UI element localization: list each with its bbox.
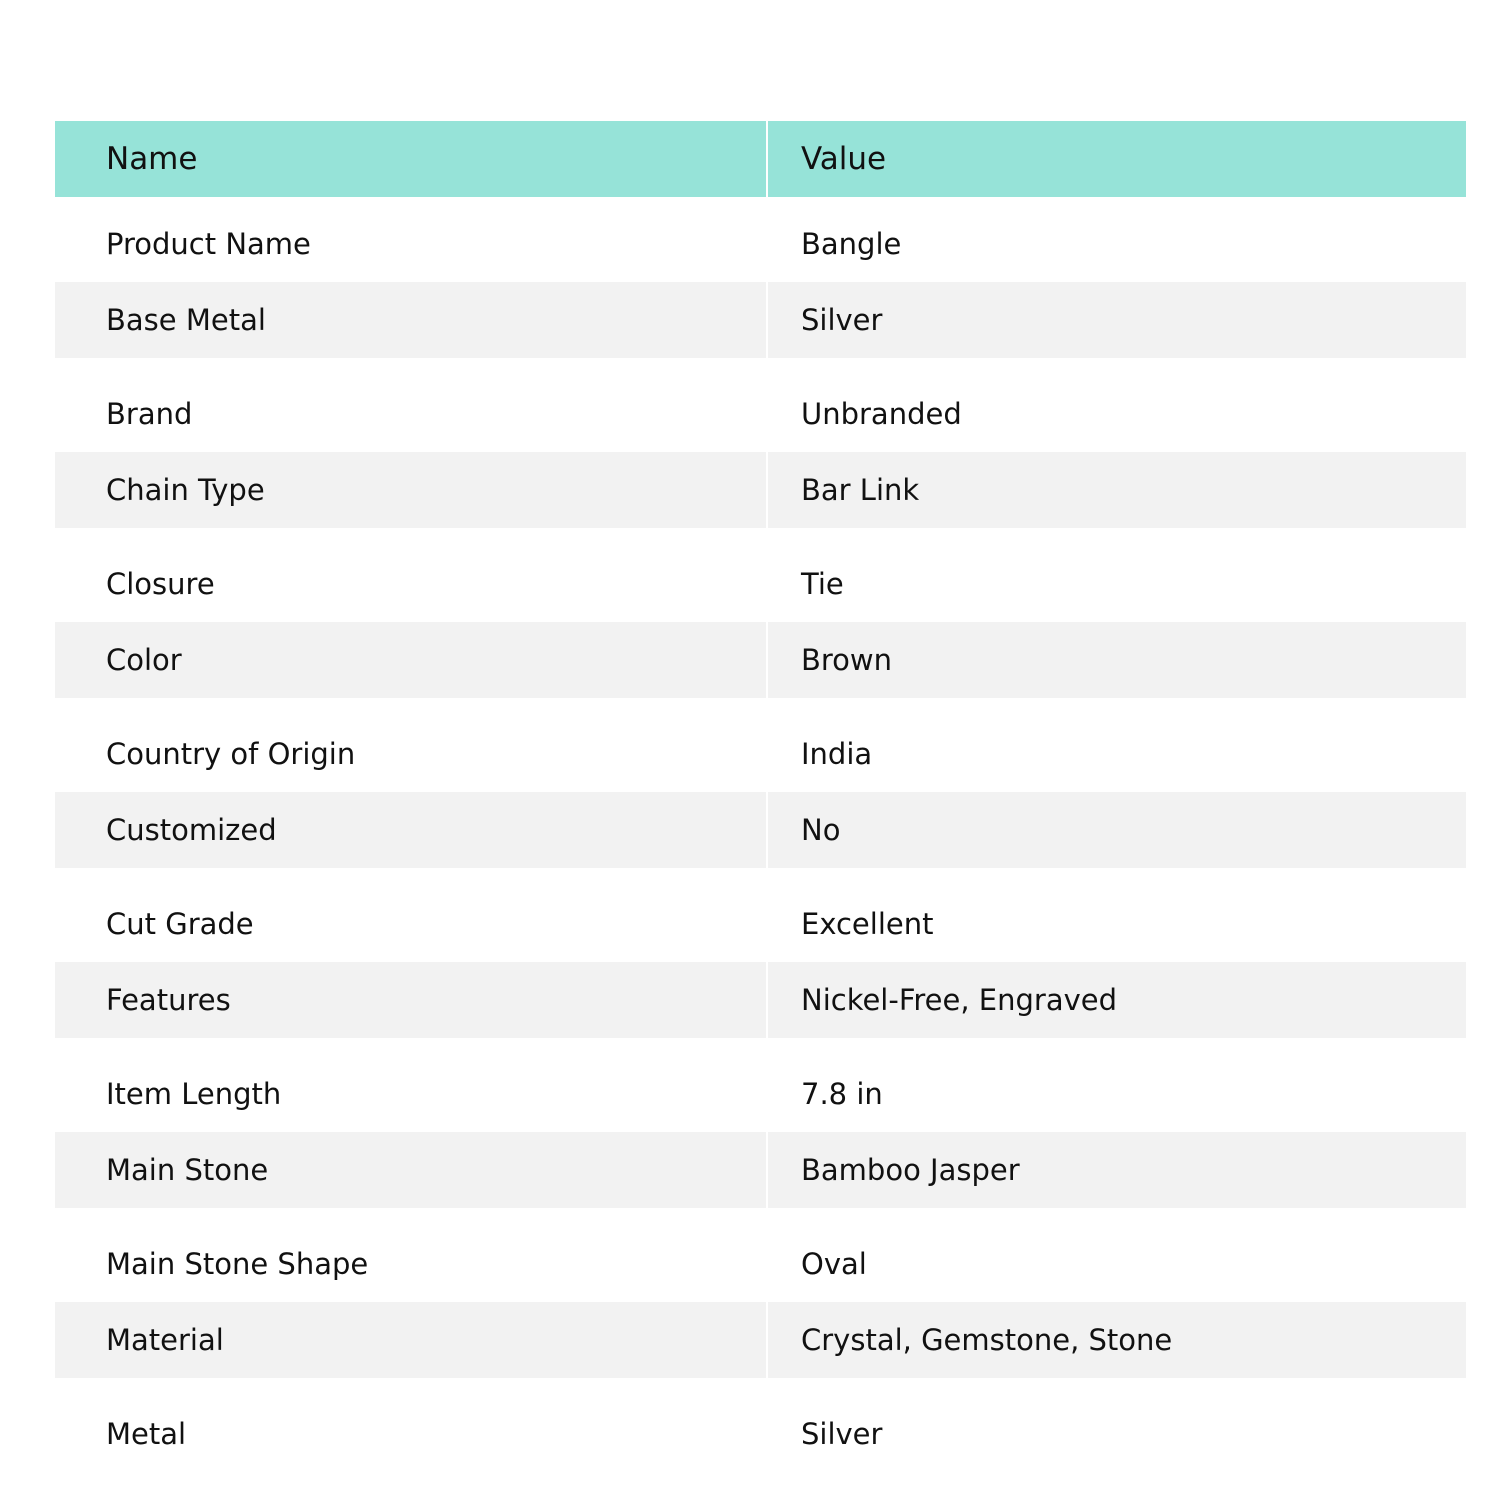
row-value-cell: Unbranded [768, 367, 1466, 452]
table-row [55, 1387, 1466, 1472]
row-value-cell: Nickel-Free, Engraved [768, 962, 1466, 1038]
table-row [55, 367, 1466, 452]
row-value-cell: Silver [768, 282, 1466, 358]
table-header-row [55, 121, 1466, 197]
header-value: Value [768, 121, 1466, 197]
row-name-cell: Main Stone Shape [55, 1217, 766, 1302]
row-name-cell: Features [55, 962, 766, 1038]
row-value-cell: Brown [768, 622, 1466, 698]
spec-table [55, 121, 1466, 1472]
row-name-cell: Material [55, 1302, 766, 1378]
table-row [55, 792, 1466, 877]
table-row [55, 1047, 1466, 1132]
table-row [55, 1217, 1466, 1302]
row-value-cell: India [768, 707, 1466, 792]
table-row [55, 1302, 1466, 1387]
row-name-cell: Metal [55, 1387, 766, 1472]
row-value-cell: Tie [768, 537, 1466, 622]
table-row [55, 537, 1466, 622]
row-name-cell: Cut Grade [55, 877, 766, 962]
table-row [55, 1132, 1466, 1217]
row-name-cell: Product Name [55, 197, 766, 282]
table-row [55, 877, 1466, 962]
row-value-cell: Bangle [768, 197, 1466, 282]
row-value-cell: No [768, 792, 1466, 868]
row-name-cell: Item Length [55, 1047, 766, 1132]
table-body [55, 197, 1466, 1472]
row-name-cell: Chain Type [55, 452, 766, 528]
table-row [55, 962, 1466, 1047]
header-name: Name [55, 121, 766, 197]
row-name-cell: Brand [55, 367, 766, 452]
row-name-cell: Country of Origin [55, 707, 766, 792]
row-name-cell: Customized [55, 792, 766, 868]
table-row [55, 282, 1466, 367]
row-value-cell: Crystal, Gemstone, Stone [768, 1302, 1466, 1378]
row-value-cell: Bar Link [768, 452, 1466, 528]
row-name-cell: Main Stone [55, 1132, 766, 1208]
row-value-cell: Excellent [768, 877, 1466, 962]
row-value-cell: Oval [768, 1217, 1466, 1302]
row-name-cell: Color [55, 622, 766, 698]
table-row [55, 707, 1466, 792]
table-row [55, 622, 1466, 707]
table-row [55, 197, 1466, 282]
row-value-cell: Silver [768, 1387, 1466, 1472]
row-name-cell: Closure [55, 537, 766, 622]
row-value-cell: 7.8 in [768, 1047, 1466, 1132]
table-row [55, 452, 1466, 537]
row-name-cell: Base Metal [55, 282, 766, 358]
row-value-cell: Bamboo Jasper [768, 1132, 1466, 1208]
